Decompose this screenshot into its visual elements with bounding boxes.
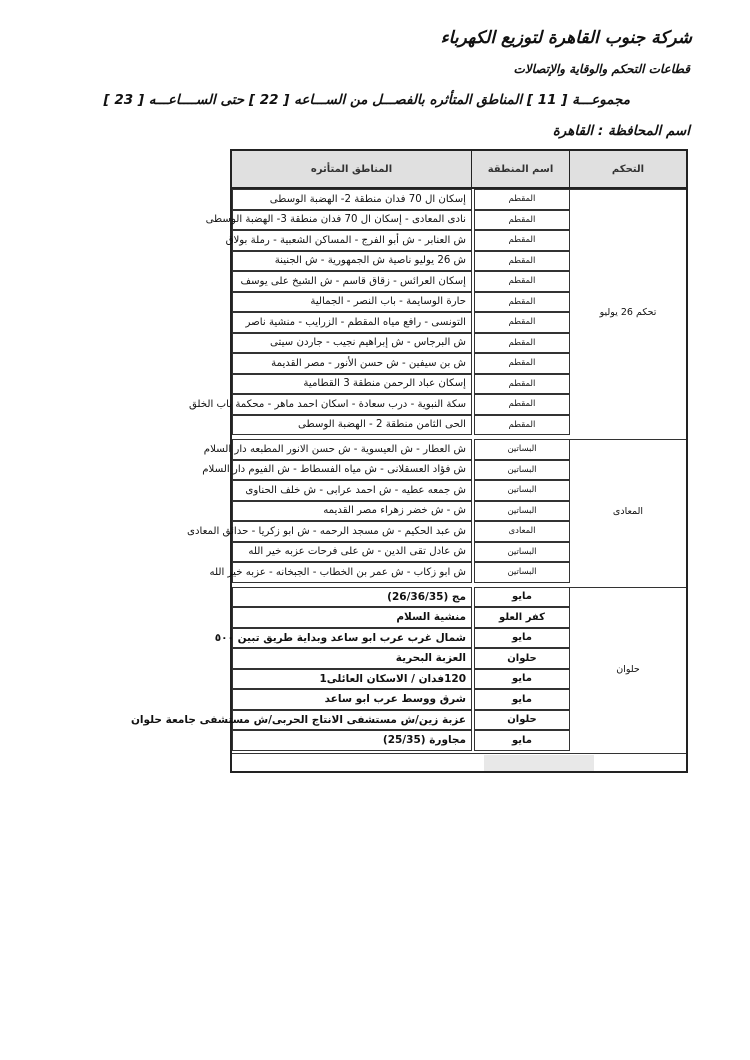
- region-cell: حلوان: [474, 710, 570, 731]
- affected-area-cell: شرق ووسط عرب ابو ساعد: [232, 689, 472, 710]
- affected-area-cell: العزبة البحرية: [232, 648, 472, 669]
- region-cell: المقطم: [474, 271, 570, 292]
- region-cell: البساتين: [474, 480, 570, 501]
- control-center-cell: المعادى: [570, 439, 686, 583]
- affected-area-cell: الحى الثامن منطقة 2 - الهضبة الوسطى: [232, 415, 472, 436]
- affected-area-cell: إسكان العرائس - زقاق قاسم - ش الشيخ على يوسف: [232, 271, 472, 292]
- region-cell: المقطم: [474, 312, 570, 333]
- affected-area-cell: ش عادل تقى الدين - ش على فرحات عزبه خير الله: [232, 542, 472, 563]
- region-cell: كفر العلو: [474, 607, 570, 628]
- affected-area-cell: مجاورة (25/35): [232, 730, 472, 751]
- region-cell: المقطم: [474, 415, 570, 436]
- sector-subtitle: قطاعات التحكم والوقاية والإتصالات: [513, 62, 690, 76]
- affected-area-cell: التونسى - رافع مياه المقطم - الزرايب - منشية ناصر: [232, 312, 472, 333]
- region-cell: المقطم: [474, 374, 570, 395]
- affected-area-cell: ش ابو زكاب - ش عمر بن الخطاب - الجبخانه - عزبه خير الله: [232, 562, 472, 583]
- affected-area-cell: حارة الوسايمة - باب النصر - الجمالية: [232, 292, 472, 313]
- company-name: شركة جنوب القاهرة لتوزيع الكهرباء: [440, 28, 692, 48]
- affected-area-cell: إسكان عباد الرحمن منطقة 3 القطامية: [232, 374, 472, 395]
- affected-area-cell: ش العطار - ش العيسوية - ش حسن الانور المطبعه دار السلام: [232, 439, 472, 460]
- region-cell: مايو: [474, 669, 570, 690]
- affected-area-cell: ش عبد الحكيم - ش مسجد الرحمه - ش ابو زكريا - حدائق المعادى: [232, 521, 472, 542]
- column-header-region: اسم المنطقة: [472, 151, 570, 189]
- region-cell: المقطم: [474, 394, 570, 415]
- affected-area-cell: نادى المعادى - إسكان ال 70 فدان منطقة 3- الهضبة الوسطى: [232, 210, 472, 231]
- region-cell: مايو: [474, 628, 570, 649]
- affected-area-cell: سكة النبوية - درب سعادة - اسكان احمد ماهر - محكمة باب الخلق: [232, 394, 472, 415]
- region-cell: البساتين: [474, 501, 570, 522]
- governorate-label: اسم المحافظة : القاهرة: [552, 123, 690, 139]
- region-cell: البساتين: [474, 542, 570, 563]
- affected-areas-table: [130, 149, 688, 773]
- region-cell: مايو: [474, 587, 570, 608]
- affected-area-cell: مج (26/36/35): [232, 587, 472, 608]
- affected-area-cell: 120فدان / الاسكان العائلى1: [232, 669, 472, 690]
- region-cell: المقطم: [474, 292, 570, 313]
- affected-area-cell: عزبة زين/ش مستشفى الانتاج الحربى/ش مستشفى جامعة حلوان: [232, 710, 472, 731]
- group-heading: مجموعـــة [ 11 ] المناطق المتأثره بالفصـــل من الســـاعه [ 22 ] حتى الســــاعـــه [ 23 ]: [103, 92, 630, 108]
- affected-area-cell: إسكان ال 70 فدان منطقة 2- الهضبة الوسطى: [232, 189, 472, 210]
- control-center-cell: تحكم 26 يوليو: [570, 189, 686, 435]
- empty-row: [232, 753, 686, 773]
- affected-area-cell: ش - ش خضر زهراء مصر القديمه: [232, 501, 472, 522]
- region-cell: مايو: [474, 689, 570, 710]
- column-header-control: التحكم: [570, 151, 686, 189]
- region-cell: المقطم: [474, 251, 570, 272]
- affected-area-cell: ش البرجاس - ش إبراهيم نجيب - جاردن سيتى: [232, 333, 472, 354]
- region-cell: البساتين: [474, 439, 570, 460]
- region-cell: المقطم: [474, 333, 570, 354]
- affected-area-cell: منشية السلام: [232, 607, 472, 628]
- region-cell: البساتين: [474, 460, 570, 481]
- affected-area-cell: شمال غرب عرب ابو ساعد وبداية طريق تبين ٥٠٠: [232, 628, 472, 649]
- affected-area-cell: ش بن سيفين - ش حسن الأنور - مصر القديمة: [232, 353, 472, 374]
- affected-area-cell: ش 26 يوليو ناصية ش الجمهورية - ش الجنينة: [232, 251, 472, 272]
- region-cell: مايو: [474, 730, 570, 751]
- region-cell: حلوان: [474, 648, 570, 669]
- region-cell: البساتين: [474, 562, 570, 583]
- gray-redaction-block: [484, 755, 594, 771]
- region-cell: المقطم: [474, 210, 570, 231]
- region-cell: المقطم: [474, 353, 570, 374]
- region-cell: المقطم: [474, 189, 570, 210]
- affected-area-cell: ش العنابر - ش أبو الفرج - المساكن الشعبية - رملة بولاق: [232, 230, 472, 251]
- column-header-areas: المناطق المتأثره: [232, 151, 472, 189]
- control-center-cell: حلوان: [570, 587, 686, 751]
- affected-area-cell: ش جمعه عطيه - ش احمد عرابى - ش خلف الحناوى: [232, 480, 472, 501]
- region-cell: المعادى: [474, 521, 570, 542]
- region-cell: المقطم: [474, 230, 570, 251]
- affected-area-cell: ش فؤاد العسقلانى - ش مياه الفسطاط - ش الفيوم دار السلام: [232, 460, 472, 481]
